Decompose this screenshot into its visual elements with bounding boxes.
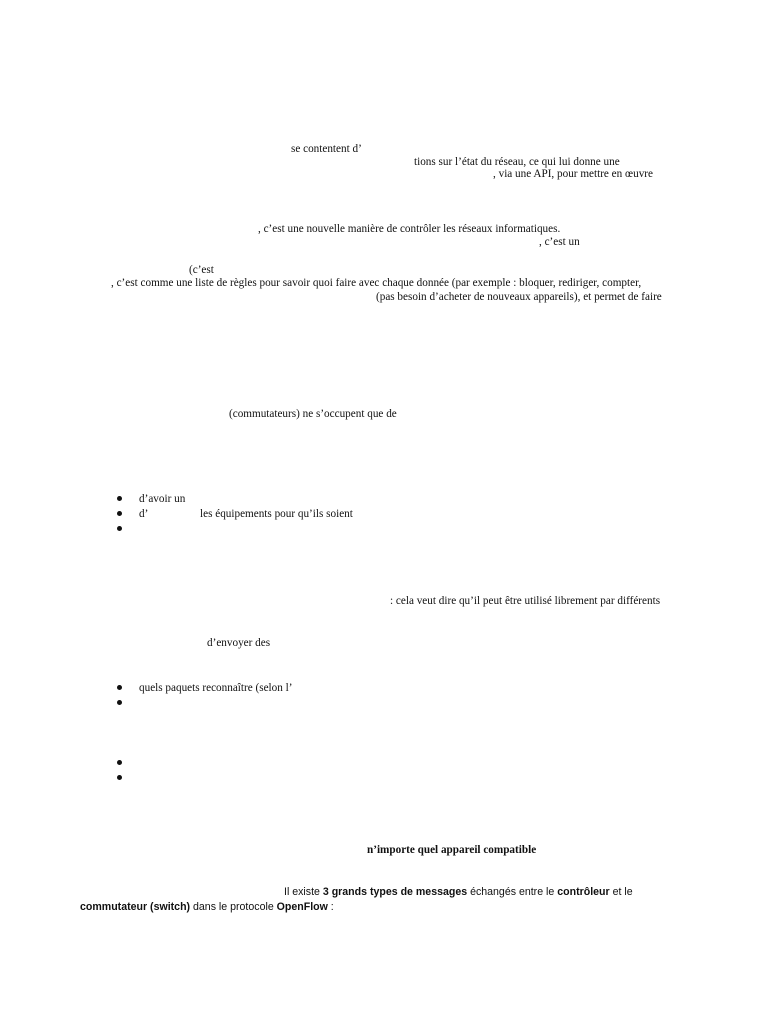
text-fragment: , c’est comme une liste de règles pour savoir quoi faire avec chaque donnée (par exemple : bloquer, rediriger, compter, [111,277,642,289]
openflow-paragraph-line1 [284,885,633,899]
list-item: d’avoir un [139,493,186,505]
text-fragment: et le [609,886,633,898]
bold-phrase: commutateur (switch) [80,901,191,913]
text-fragment: échangés entre le [467,886,558,898]
bullet-icon [117,700,122,705]
bold-phrase: n’importe quel appareil compatible [367,844,537,856]
text-fragment: d’envoyer des [207,637,271,649]
list-item: quels paquets reconnaître (selon l’ [139,682,293,694]
text-fragment: Il existe [284,886,323,898]
list-item: les équipements pour qu’ils soient [200,508,353,520]
bullet-icon [117,496,122,501]
text-fragment: se contentent d’ [291,143,362,155]
text-fragment: , via une API, pour mettre en œuvre [493,168,654,180]
bold-phrase: contrôleur [557,886,610,898]
bullet-icon [117,760,122,765]
bullet-icon [117,511,122,516]
text-fragment: , c’est un [539,236,580,248]
text-fragment: (c’est [189,264,214,276]
bullet-icon [117,775,122,780]
text-fragment: : cela veut dire qu’il peut être utilisé librement par différents [390,595,661,607]
text-fragment: : [327,901,334,913]
openflow-paragraph-line2 [80,900,334,914]
bullet-icon [117,526,122,531]
list-item: d’ [139,508,149,520]
bullet-icon [117,685,122,690]
bold-phrase: OpenFlow [276,901,328,913]
text-fragment: dans le protocole [190,901,277,913]
text-fragment: tions sur l’état du réseau, ce qui lui donne une [414,156,620,168]
text-fragment: (pas besoin d’acheter de nouveaux appareils), et permet de faire [376,291,662,303]
text-fragment: (commutateurs) ne s’occupent que de [229,408,397,420]
bold-phrase: 3 grands types de messages [322,886,468,898]
text-fragment: , c’est une nouvelle manière de contrôler les réseaux informatiques. [258,223,561,235]
